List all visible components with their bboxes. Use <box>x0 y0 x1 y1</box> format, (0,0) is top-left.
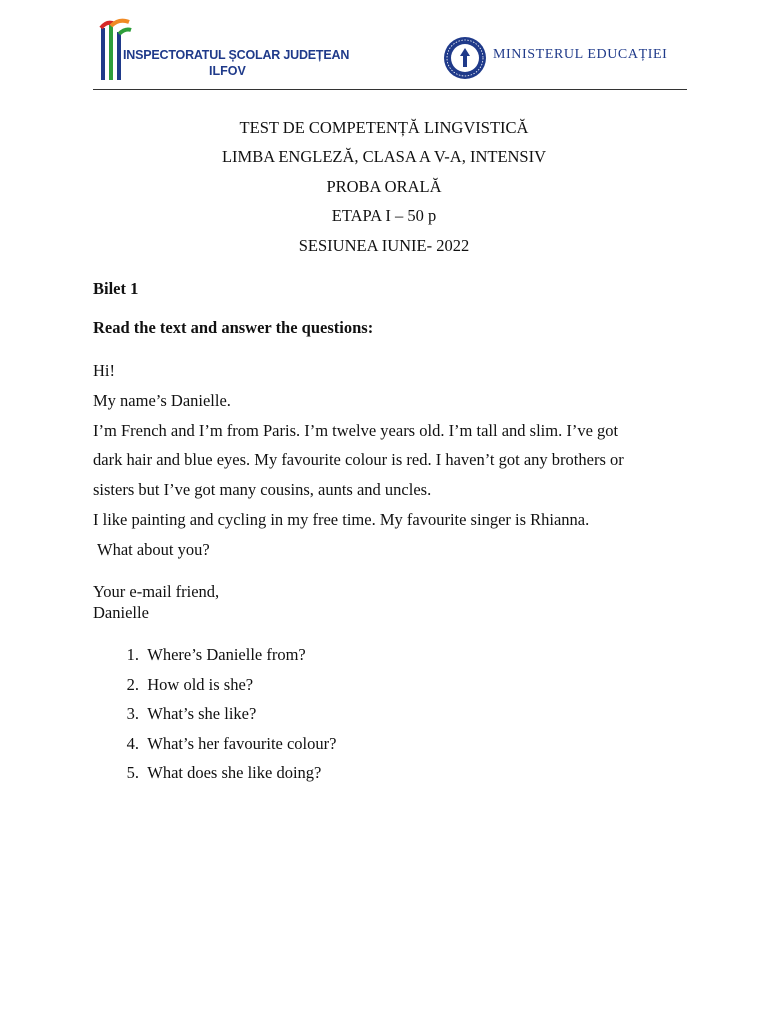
government-seal-icon <box>443 36 487 80</box>
letter-line: What about you? <box>97 539 210 559</box>
questions-list <box>93 640 336 788</box>
reading-text <box>93 356 693 565</box>
document-header <box>93 14 687 90</box>
question-text: What does she like doing? <box>147 763 322 783</box>
ticket-label: Bilet 1 <box>93 279 139 298</box>
question-number: 1. <box>126 645 139 664</box>
question-number: 3. <box>126 704 139 724</box>
title-line-test: TEST DE COMPETENȚĂ LINGVISTICĂ <box>239 118 529 137</box>
letter-line: My name’s Danielle. <box>93 390 231 410</box>
letter-line: dark hair and blue eyes. My favourite colour is red. I haven’t got any brothers or <box>93 450 624 470</box>
list-item <box>93 670 336 700</box>
letter-line: sisters but I’ve got many cousins, aunts and uncles. <box>93 480 432 500</box>
list-item <box>93 758 336 788</box>
question-text: How old is she? <box>147 674 254 694</box>
header-divider <box>93 89 687 90</box>
signoff-closing: Your e-mail friend, <box>93 582 220 601</box>
title-line-session: SESIUNEA IUNIE- 2022 <box>298 235 470 255</box>
title-line-exam-type: PROBA ORALĂ <box>326 176 442 196</box>
question-number: 4. <box>126 733 139 753</box>
title-line-subject: LIMBA ENGLEZĂ, CLASA A V-A, INTENSIV <box>221 147 547 167</box>
list-item <box>93 729 336 759</box>
ministry-name: MINISTERUL EDUCAȚIEI <box>493 47 668 62</box>
list-item <box>93 699 336 729</box>
letter-line: I’m French and I’m from Paris. I’m twelve years old. I’m tall and slim. I’ve got <box>93 420 619 440</box>
question-number: 5. <box>126 763 139 783</box>
isj-name: INSPECTORATUL ȘCOLAR JUDEȚEAN <box>123 48 350 62</box>
letter-line: I like painting and cycling in my free time. My favourite singer is Rhianna. <box>93 509 590 529</box>
signoff-name: Danielle <box>93 603 149 622</box>
isj-county: ILFOV <box>209 64 246 78</box>
letter-signoff <box>93 581 219 623</box>
list-item <box>93 640 336 670</box>
question-text: Where’s Danielle from? <box>147 645 306 664</box>
title-line-stage: ETAPA I – 50 p <box>331 206 437 226</box>
question-number: 2. <box>126 674 139 694</box>
letter-greeting: Hi! <box>93 361 115 380</box>
question-text: What’s her favourite colour? <box>147 733 337 753</box>
instruction-text: Read the text and answer the questions: <box>93 318 374 337</box>
title-block <box>0 113 768 260</box>
question-text: What’s she like? <box>147 704 257 724</box>
